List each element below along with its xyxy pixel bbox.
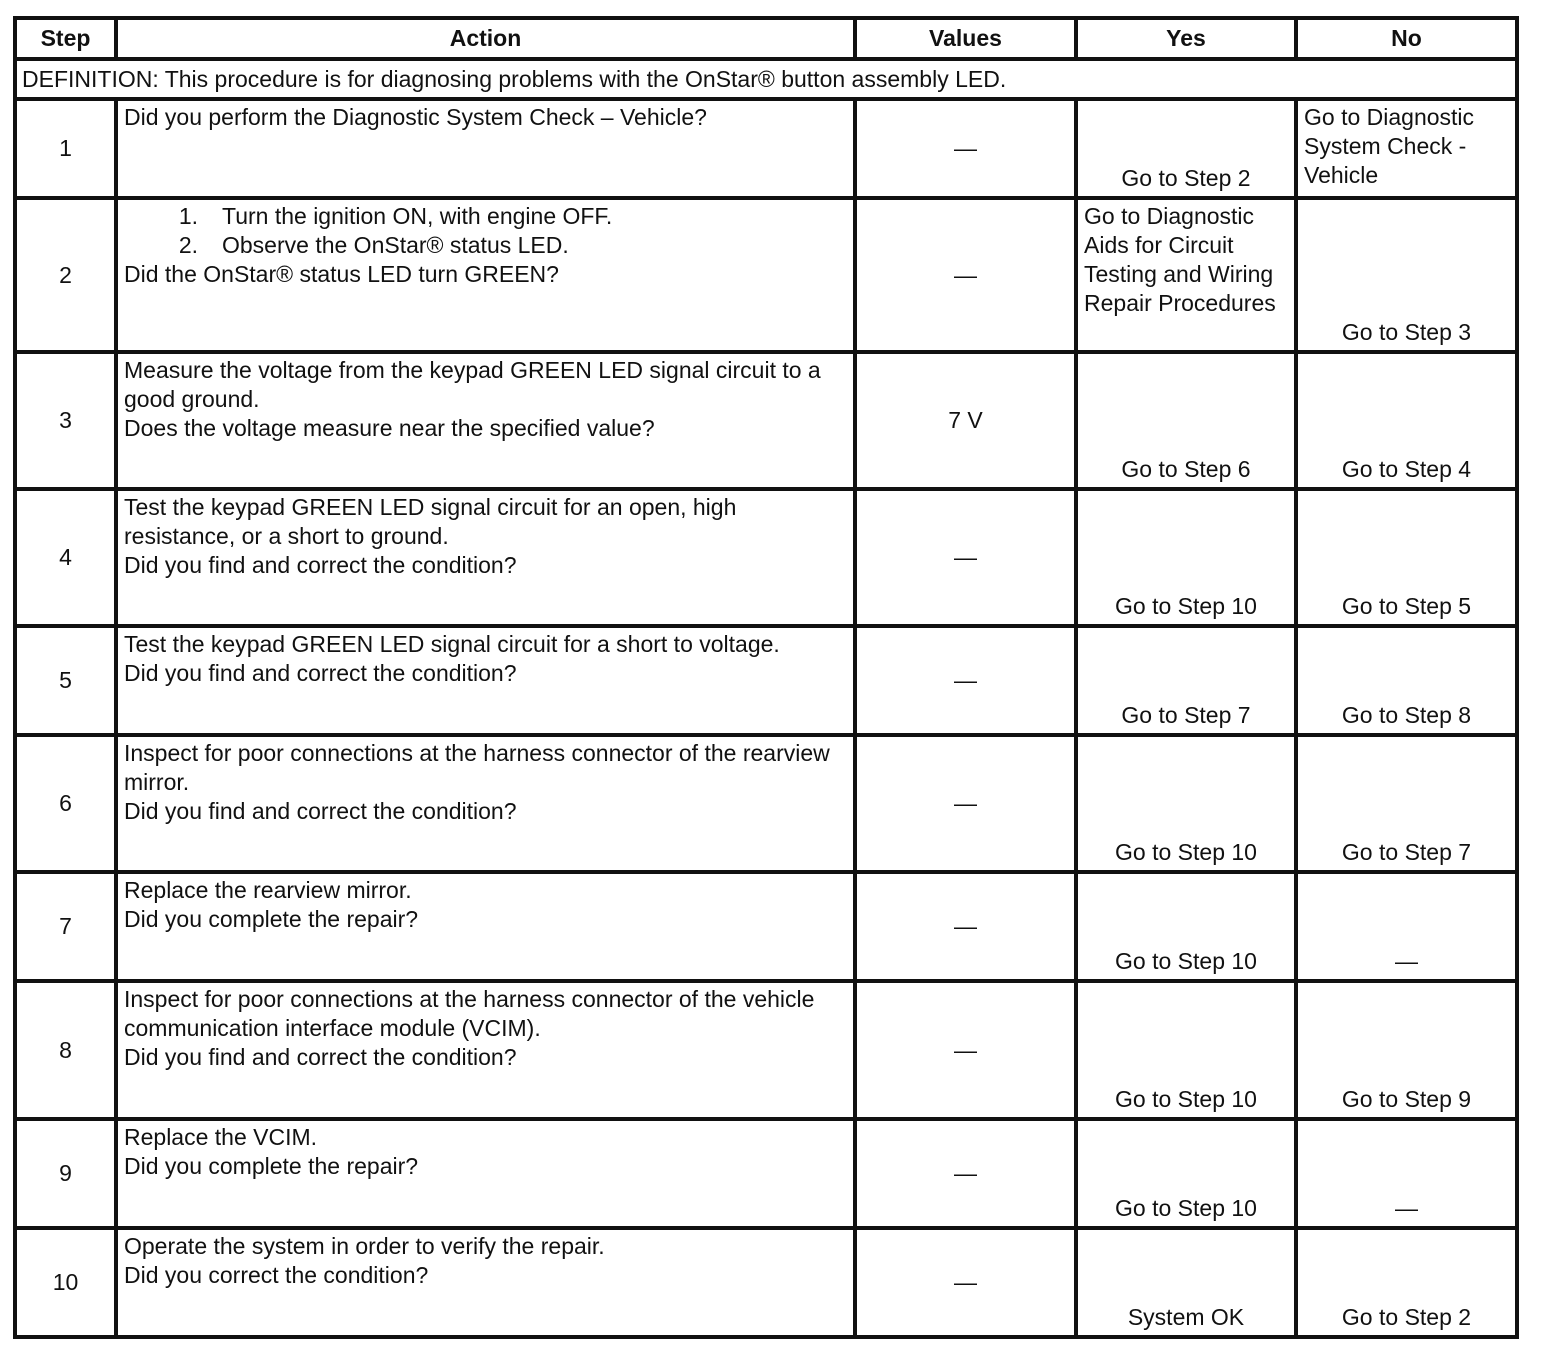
value-cell: — <box>855 981 1076 1119</box>
action-instruction: Did you perform the Diagnostic System Check – Vehicle? <box>124 104 707 130</box>
value-cell: — <box>855 198 1076 352</box>
no-cell <box>1296 489 1517 626</box>
value-cell: — <box>855 735 1076 872</box>
table-row <box>15 626 1517 735</box>
no-cell <box>1296 198 1517 352</box>
action-question: Does the voltage measure near the specified value? <box>124 415 655 441</box>
action-question: Did you complete the repair? <box>124 1153 419 1179</box>
action-cell <box>116 198 855 352</box>
header-step: Step <box>15 18 116 59</box>
yes-cell <box>1076 626 1296 735</box>
yes-result: System OK <box>1127 1304 1245 1330</box>
yes-cell <box>1076 872 1296 981</box>
no-cell <box>1296 981 1517 1119</box>
action-instruction: Inspect for poor connections at the harness connector of the rearview mirror. <box>124 740 830 795</box>
header-yes: Yes <box>1076 18 1296 59</box>
no-result: Go to Step 8 <box>1341 702 1472 728</box>
action-cell <box>116 981 855 1119</box>
yes-cell <box>1076 352 1296 489</box>
step-number: 6 <box>15 735 116 872</box>
yes-result: Go to Step 10 <box>1115 593 1257 619</box>
list-item: 2. Observe the OnStar® status LED. <box>178 232 569 258</box>
no-cell <box>1296 352 1517 489</box>
yes-cell <box>1076 981 1296 1119</box>
yes-result: Go to Step 10 <box>1115 948 1257 974</box>
no-cell <box>1296 1228 1517 1337</box>
no-cell <box>1296 872 1517 981</box>
table-row <box>15 352 1517 489</box>
no-result: — <box>1395 948 1418 974</box>
no-result: Go to Step 2 <box>1341 1304 1472 1330</box>
value-cell: — <box>855 872 1076 981</box>
yes-cell <box>1076 1228 1296 1337</box>
table-row <box>15 489 1517 626</box>
step-number: 4 <box>15 489 116 626</box>
no-result: Go to Step 5 <box>1341 593 1472 619</box>
yes-result: Go to Step 10 <box>1115 1086 1257 1112</box>
yes-cell <box>1076 1119 1296 1228</box>
action-cell <box>116 352 855 489</box>
header-row <box>15 18 1517 59</box>
action-question: Did you correct the condition? <box>124 1262 429 1288</box>
value-cell: — <box>855 99 1076 198</box>
action-question: Did the OnStar® status LED turn GREEN? <box>124 261 559 287</box>
header-action: Action <box>116 18 855 59</box>
action-cell <box>116 99 855 198</box>
action-instruction: Measure the voltage from the keypad GREEN LED signal circuit to a good ground. <box>124 357 821 412</box>
table-row <box>15 198 1517 352</box>
no-cell <box>1296 626 1517 735</box>
value-cell: — <box>855 489 1076 626</box>
table-row <box>15 1119 1517 1228</box>
yes-result: Go to Step 10 <box>1115 839 1257 865</box>
no-cell <box>1296 99 1517 198</box>
table-row <box>15 1228 1517 1337</box>
no-cell <box>1296 735 1517 872</box>
action-instruction: Inspect for poor connections at the harness connector of the vehicle communication interface module (VCIM). <box>124 986 815 1041</box>
yes-result: Go to Step 2 <box>1121 165 1251 191</box>
action-steps-list <box>124 202 847 260</box>
yes-result: Go to Step 7 <box>1121 702 1251 728</box>
step-number: 10 <box>15 1228 116 1337</box>
definition-text: DEFINITION: This procedure is for diagnosing problems with the OnStar® button assembly LED. <box>15 59 1517 99</box>
action-question: Did you find and correct the condition? <box>124 798 517 824</box>
no-result: Go to Step 9 <box>1341 1086 1472 1112</box>
step-number: 7 <box>15 872 116 981</box>
header-values: Values <box>855 18 1076 59</box>
value-cell: — <box>855 1119 1076 1228</box>
action-question: Did you find and correct the condition? <box>124 1044 517 1070</box>
yes-cell <box>1076 489 1296 626</box>
table-row <box>15 735 1517 872</box>
yes-result: Go to Diagnostic Aids for Circuit Testing and Wiring Repair Procedures <box>1084 203 1276 316</box>
no-result: — <box>1395 1195 1418 1221</box>
step-number: 3 <box>15 352 116 489</box>
step-number: 1 <box>15 99 116 198</box>
step-number: 2 <box>15 198 116 352</box>
action-instruction: Operate the system in order to verify the repair. <box>124 1233 605 1259</box>
value-cell: — <box>855 1228 1076 1337</box>
table-row <box>15 99 1517 198</box>
action-instruction: Test the keypad GREEN LED signal circuit for an open, high resistance, or a short to ground. <box>124 494 737 549</box>
step-number: 5 <box>15 626 116 735</box>
step-number: 8 <box>15 981 116 1119</box>
header-no: No <box>1296 18 1517 59</box>
action-question: Did you complete the repair? <box>124 906 419 932</box>
yes-cell <box>1076 99 1296 198</box>
action-cell <box>116 489 855 626</box>
action-cell <box>116 872 855 981</box>
list-item: 1. Turn the ignition ON, with engine OFF. <box>178 203 613 229</box>
yes-cell <box>1076 198 1296 352</box>
yes-result: Go to Step 10 <box>1115 1195 1257 1221</box>
action-instruction: Replace the VCIM. <box>124 1124 318 1150</box>
no-cell <box>1296 1119 1517 1228</box>
action-cell <box>116 735 855 872</box>
definition-row <box>15 59 1517 99</box>
no-result: Go to Step 7 <box>1341 839 1472 865</box>
step-number: 9 <box>15 1119 116 1228</box>
action-cell <box>116 1119 855 1228</box>
no-result: Go to Step 3 <box>1341 319 1472 345</box>
action-cell <box>116 1228 855 1337</box>
action-cell <box>116 626 855 735</box>
yes-cell <box>1076 735 1296 872</box>
action-question: Did you find and correct the condition? <box>124 552 517 578</box>
value-cell: 7 V <box>855 352 1076 489</box>
value-cell: — <box>855 626 1076 735</box>
no-result: Go to Step 4 <box>1341 456 1472 482</box>
action-question: Did you find and correct the condition? <box>124 660 517 686</box>
table-row <box>15 981 1517 1119</box>
action-instruction: Replace the rearview mirror. <box>124 877 412 903</box>
yes-result: Go to Step 6 <box>1121 456 1251 482</box>
action-instruction: Test the keypad GREEN LED signal circuit for a short to voltage. <box>124 631 780 657</box>
diagnostic-table <box>13 16 1519 1339</box>
no-result: Go to Diagnostic System Check - Vehicle <box>1304 104 1475 188</box>
table-row <box>15 872 1517 981</box>
